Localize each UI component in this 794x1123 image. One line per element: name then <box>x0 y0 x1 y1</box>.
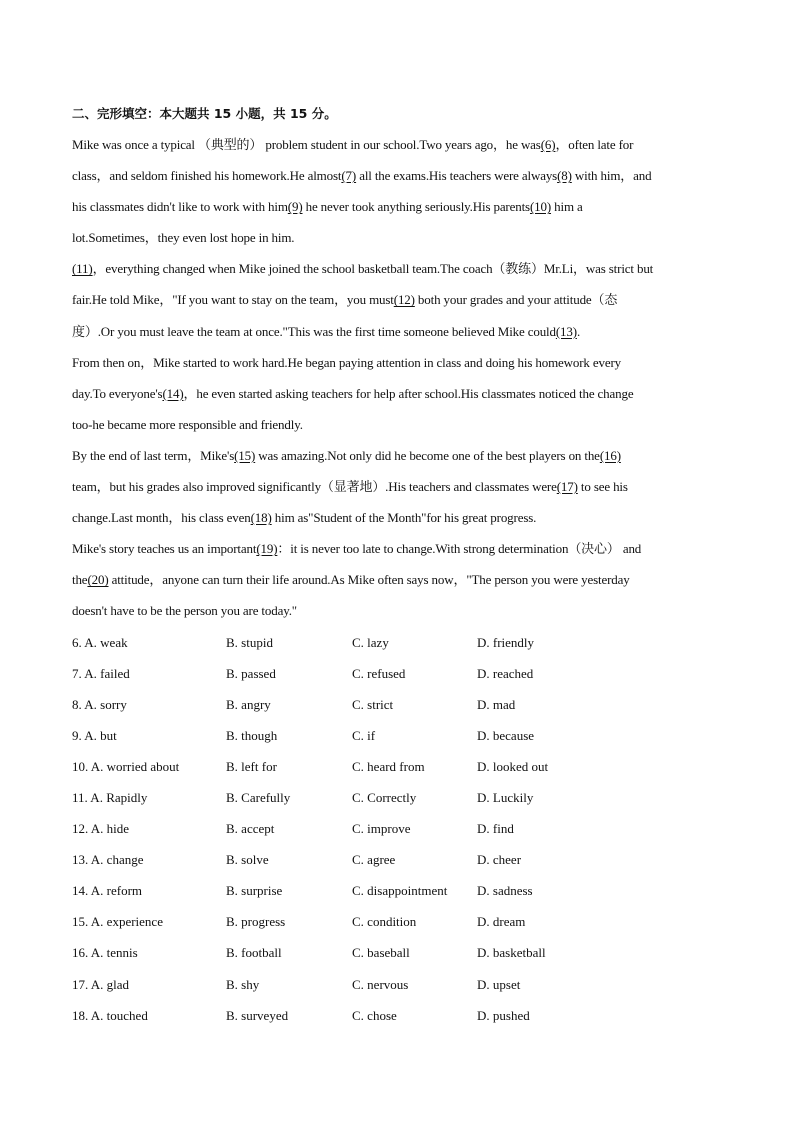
option-d: D. upset <box>477 976 521 992</box>
options-list <box>72 627 722 1031</box>
question-row <box>72 906 722 937</box>
option-d: D. because <box>477 727 535 743</box>
blank-number: (19) <box>256 541 278 557</box>
blank-number: (14) <box>162 385 184 401</box>
passage-line <box>72 533 722 564</box>
option-a: 8. A. sorry <box>72 696 127 712</box>
option-b: B. Carefully <box>226 789 291 805</box>
passage-text: all the exams.His teachers were always <box>356 168 558 184</box>
option-b: B. shy <box>226 976 260 992</box>
option-c: C. condition <box>352 914 417 930</box>
option-c: C. improve <box>352 821 411 837</box>
option-b: B. stupid <box>226 634 273 650</box>
blank-number: (9) <box>287 199 303 215</box>
option-b: B. solve <box>226 852 269 868</box>
passage-text: both your grades and your attitude（态 <box>414 292 618 308</box>
passage-line <box>72 253 722 284</box>
passage-text: ：it is never too late to change.With strong determination（决心） and <box>277 541 642 557</box>
passage-text: to see his <box>577 479 628 495</box>
option-c: C. heard from <box>352 758 425 774</box>
question-row <box>72 813 722 844</box>
passage-line <box>72 595 722 626</box>
option-a: 11. A. Rapidly <box>72 789 148 805</box>
passage-line <box>72 160 722 191</box>
passage-text: lot.Sometimes，they even lost hope in him. <box>72 230 295 246</box>
passage-line <box>72 284 722 315</box>
option-c: C. chose <box>352 1007 397 1023</box>
option-a: 12. A. hide <box>72 821 130 837</box>
option-c: C. if <box>352 727 376 743</box>
blank-number: (15) <box>234 447 256 463</box>
question-row <box>72 937 722 968</box>
passage-text: Mike's story teaches us an important <box>72 541 257 557</box>
passage-line <box>72 316 722 347</box>
blank-number: (6) <box>540 137 556 152</box>
passage-text: fair.He told Mike，"If you want to stay on the team，you must <box>72 292 394 308</box>
passage-text: him a <box>551 199 583 215</box>
blank-number: (17) <box>556 479 578 495</box>
passage-text: was amazing.Not only did he become one of the best players on the <box>255 447 600 463</box>
option-d: D. dream <box>477 914 526 930</box>
passage-line <box>72 378 722 409</box>
passage-text: he never took anything seriously.His parents <box>302 199 530 215</box>
option-c: C. agree <box>352 852 396 868</box>
blank-number: (8) <box>557 168 572 184</box>
passage-line <box>72 222 722 253</box>
passage-text: class，and seldom finished his homework.He almost <box>72 168 342 184</box>
passage-line <box>72 440 722 471</box>
blank-number: (16) <box>599 447 621 463</box>
question-row <box>72 658 722 689</box>
option-a: 16. A. tennis <box>72 945 138 961</box>
passage-text: Mike was once a typical （典型的） problem student in our school.Two years ago，he was <box>72 137 541 152</box>
passage-text: ，he even started asking teachers for help after school.His classmates noticed the change <box>183 385 634 401</box>
option-a: 13. A. change <box>72 852 144 868</box>
passage-text: change.Last month，his class even <box>72 510 251 526</box>
blank-number: (10) <box>529 199 552 215</box>
blank-number: (7) <box>341 168 357 184</box>
option-b: B. football <box>226 945 282 961</box>
passage-text: attitude，anyone can turn their life around.As Mike often says now，"The person you were yesterday <box>108 572 630 588</box>
passage-text: him as"Student of the Month"for his great progress. <box>271 510 537 526</box>
option-a: 14. A. reform <box>72 883 143 899</box>
option-a: 6. A. weak <box>72 634 128 650</box>
option-d: D. mad <box>477 696 516 712</box>
passage-text: the <box>72 572 88 588</box>
blank-number: (20) <box>87 572 109 588</box>
option-b: B. accept <box>226 821 275 837</box>
option-c: C. refused <box>352 665 406 681</box>
blank-number: (13) <box>555 323 577 339</box>
blank-number: (12) <box>393 292 415 308</box>
question-row <box>72 689 722 720</box>
option-c: C. nervous <box>352 976 409 992</box>
option-d: D. reached <box>477 665 534 681</box>
question-row <box>72 844 722 875</box>
question-row <box>72 627 722 658</box>
passage-text: 度）.Or you must leave the team at once."This was the first time someone believed Mike could <box>72 323 556 339</box>
question-row <box>72 751 722 782</box>
option-d: D. sadness <box>477 883 533 899</box>
passage-text: his classmates didn't like to work with him <box>72 199 288 215</box>
option-b: B. though <box>226 727 278 743</box>
passage-text: ，everything changed when Mike joined the school basketball team.The coach（教练）Mr.Li，was strict but <box>92 261 654 277</box>
question-row <box>72 875 722 906</box>
option-d: D. Luckily <box>477 789 534 805</box>
passage-text: with him，and <box>571 168 652 184</box>
option-d: D. find <box>477 821 514 837</box>
passage-line <box>72 191 722 222</box>
option-c: C. lazy <box>352 634 389 650</box>
passage-text: doesn't have to be the person you are today." <box>72 603 297 619</box>
option-d: D. basketball <box>477 945 546 961</box>
option-a: 17. A. glad <box>72 976 130 992</box>
passage-line <box>72 564 722 595</box>
option-d: D. pushed <box>477 1007 530 1023</box>
option-a: 7. A. failed <box>72 665 130 681</box>
option-a: 9. A. but <box>72 727 117 743</box>
option-c: C. strict <box>352 696 394 712</box>
option-c: C. baseball <box>352 945 410 961</box>
blank-number: (18) <box>250 510 272 526</box>
option-d: D. cheer <box>477 852 522 868</box>
option-c: C. disappointment <box>352 883 448 899</box>
option-d: D. friendly <box>477 634 535 650</box>
option-b: B. angry <box>226 696 271 712</box>
passage-text: day.To everyone's <box>72 385 163 401</box>
passage-text: . <box>576 323 581 339</box>
question-row <box>72 969 722 1000</box>
passage-text: From then on，Mike started to work hard.He began paying attention in class and doing his homework every <box>72 354 621 370</box>
question-row <box>72 720 722 751</box>
blank-number: (11) <box>72 261 93 277</box>
exam-page <box>72 98 722 1031</box>
option-c: C. Correctly <box>352 789 417 805</box>
option-a: 10. A. worried about <box>72 758 180 774</box>
option-a: 15. A. experience <box>72 914 163 930</box>
question-row <box>72 782 722 813</box>
option-b: B. progress <box>226 914 286 930</box>
option-b: B. surprise <box>226 883 283 899</box>
passage-line <box>72 129 722 160</box>
passage-line <box>72 471 722 502</box>
option-b: B. surveyed <box>226 1007 289 1023</box>
option-a: 18. A. touched <box>72 1007 148 1023</box>
option-b: B. passed <box>226 665 276 681</box>
passage-line <box>72 502 722 533</box>
question-row <box>72 1000 722 1031</box>
passage-text: team，but his grades also improved significantly（显著地）.His teachers and classmates were <box>72 479 557 495</box>
section-title: 二、完形填空：本大题共 15 小题，共 15 分。 <box>72 106 337 121</box>
cloze-passage <box>72 129 722 627</box>
passage-text: By the end of last term，Mike's <box>72 447 235 463</box>
passage-text: too-he became more responsible and friendly. <box>72 416 303 432</box>
passage-line <box>72 409 722 440</box>
passage-line <box>72 347 722 378</box>
option-b: B. left for <box>226 758 277 774</box>
passage-text: ，often late for <box>555 137 634 152</box>
option-d: D. looked out <box>477 758 549 774</box>
